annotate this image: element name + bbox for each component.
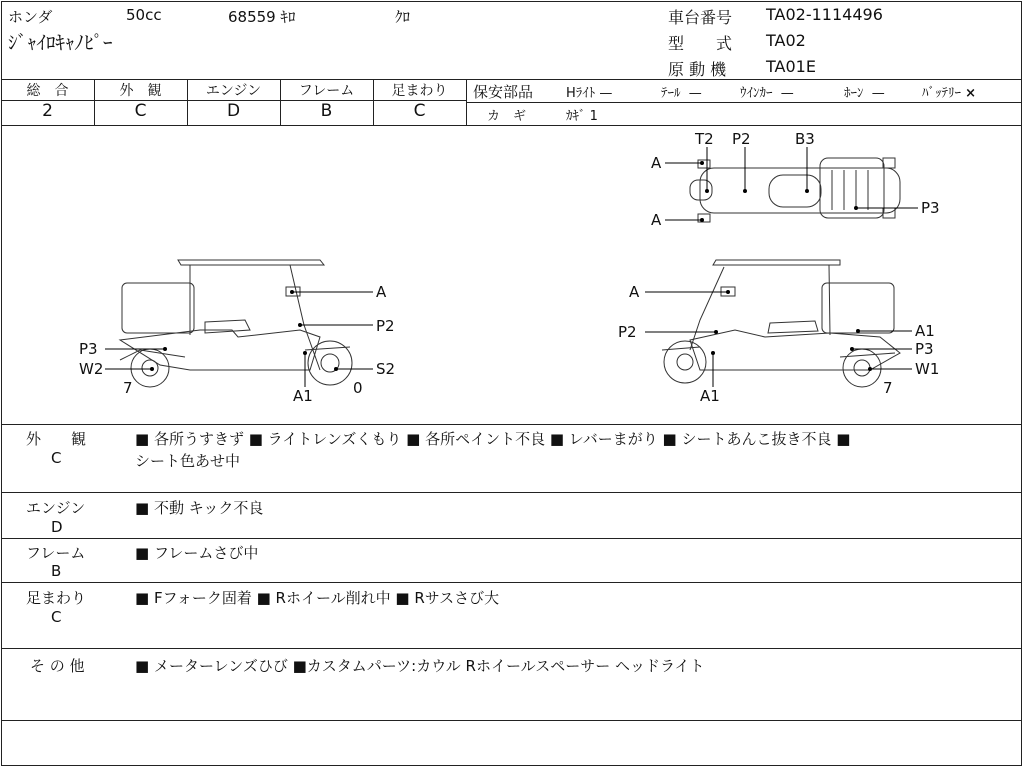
grade-frame-label: フレーム [298, 83, 355, 99]
grade-suspension-value: C [413, 101, 426, 121]
divider [1, 648, 1022, 649]
safety-item-battery: ﾊﾞｯﾃﾘｰ × [922, 86, 977, 101]
label-top-t2: T2 [695, 130, 714, 148]
safety-parts-label: 保安部品 [473, 83, 534, 101]
note-other-category: そ の 他 [30, 657, 85, 675]
label-left-p3: P3 [79, 340, 98, 358]
note-other-text: ■ メーターレンズひび ■カスタムパーツ:カウル Rホイールスペーサー ヘッドライト [135, 657, 705, 675]
damage-diagram [0, 125, 1024, 425]
frame-no-label: 車台番号 [668, 8, 733, 27]
grade-frame-value: B [320, 101, 333, 121]
grade-overall-value: 2 [42, 101, 53, 121]
engine-value: TA01E [766, 57, 816, 76]
safety-item-headlight: Hﾗｲﾄ — [566, 86, 613, 101]
note-frame-category: フレーム [26, 544, 86, 562]
label-right-w1: W1 [915, 360, 940, 378]
divider [1, 720, 1022, 721]
divider [467, 102, 1022, 103]
color: ｸﾛ [395, 8, 411, 26]
label-left-p2: P2 [376, 317, 395, 335]
type-label: 型 式 [668, 34, 733, 53]
grade-engine-label: エンジン [205, 83, 262, 99]
divider [466, 79, 467, 125]
safety-item-horn: ﾎｰﾝ — [844, 86, 885, 101]
safety-item-tail: ﾃｰﾙ — [661, 86, 702, 101]
label-right-p3: P3 [915, 340, 934, 358]
note-frame-text: ■ フレームさび中 [135, 544, 259, 562]
grade-overall-label: 総 合 [26, 83, 69, 99]
divider [1, 492, 1022, 493]
note-exterior-grade: C [51, 449, 62, 467]
key-value: ｶｷﾞ 1 [566, 109, 598, 124]
label-top-p3: P3 [921, 199, 940, 217]
label-left-0: 0 [353, 379, 363, 397]
scooter-right-view [662, 260, 900, 387]
scooter-top-view [690, 158, 900, 222]
label-right-a1: A1 [915, 322, 935, 340]
leader-lines [105, 147, 918, 387]
note-exterior-text: ■ 各所うすきず ■ ライトレンズくもり ■ 各所ペイント不良 ■ レバーまがり ■ シートあんこ抜き不良 ■ [135, 430, 851, 448]
note-frame-grade: B [51, 562, 62, 580]
label-right-a: A [629, 283, 640, 301]
engine-label: 原 動 機 [668, 60, 727, 79]
label-left-7: 7 [123, 379, 133, 397]
grade-exterior-label: 外 観 [119, 83, 162, 99]
type-value: TA02 [766, 31, 806, 50]
grade-engine-value: D [226, 101, 241, 121]
note-suspension-grade: C [51, 608, 62, 626]
label-top-a2: A [651, 211, 662, 229]
frame-no-value: TA02-1114496 [766, 5, 883, 24]
label-left-w2: W2 [79, 360, 104, 378]
label-right-p2: P2 [618, 323, 637, 341]
note-exterior-text2: シート色あせ中 [135, 452, 241, 470]
label-top-a1: A [651, 154, 662, 172]
note-engine-category: エンジン [26, 499, 86, 517]
damage-points [150, 161, 872, 371]
grade-exterior-value: C [134, 101, 147, 121]
safety-item-winker: ｳｲﾝｶｰ — [740, 86, 794, 101]
note-engine-text: ■ 不動 キック不良 [135, 499, 264, 517]
model-name: ｼﾞｬｲﾛｷｬﾉﾋﾟｰ [8, 32, 113, 54]
mileage: 68559 ｷﾛ [228, 8, 296, 26]
label-left-s2: S2 [376, 360, 396, 378]
label-left-a: A [376, 283, 387, 301]
label-top-p2: P2 [732, 130, 751, 148]
scooter-left-view [120, 260, 352, 387]
note-suspension-category: 足まわり [26, 589, 87, 607]
label-right-a1b: A1 [700, 387, 720, 405]
label-right-7: 7 [883, 379, 893, 397]
note-exterior-category: 外 観 [26, 430, 87, 448]
note-engine-grade: D [51, 518, 63, 536]
maker: ホンダ [8, 8, 53, 26]
divider [1, 538, 1022, 539]
label-left-a1: A1 [293, 387, 313, 405]
divider [1, 424, 1022, 425]
key-label: カ ギ [487, 109, 527, 124]
note-suspension-text: ■ Fフォーク固着 ■ Rホイール削れ中 ■ Rサスさび大 [135, 589, 500, 607]
grade-suspension-label: 足まわり [391, 83, 448, 99]
displacement: 50cc [126, 6, 162, 24]
divider [1, 582, 1022, 583]
label-top-b3: B3 [795, 130, 815, 148]
